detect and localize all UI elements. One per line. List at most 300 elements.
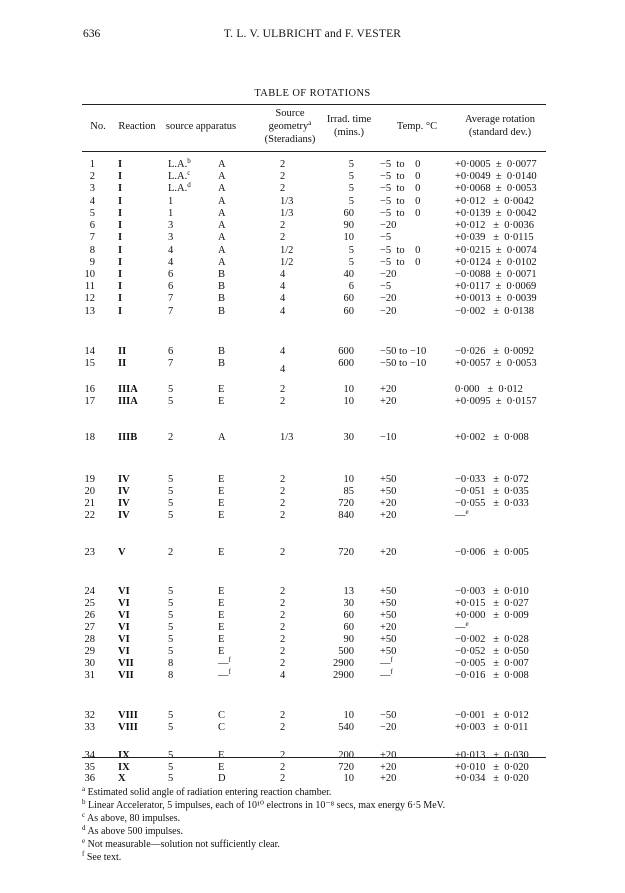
cell-no: 21 [84,498,95,509]
cell-reaction: VII [118,670,134,681]
cell-no: 32 [84,710,95,721]
cell-rot: −0·026 ± 0·0092 [455,346,535,357]
cell-app: E [218,646,225,657]
footnote-mark: c [82,811,86,819]
geometry-footnote-mark: a [308,119,312,127]
cell-footnote-mark: e [465,508,469,516]
cell-reaction: IV [118,498,130,509]
cell-reaction: I [118,220,123,231]
cell-temp: −50 [380,710,397,721]
cell-temp: +20 [380,762,397,773]
cell-reaction: X [118,773,126,784]
cell-irrad: 30 [343,598,354,609]
cell-app: A [218,159,226,170]
cell-temp: —$^f$ [380,668,393,681]
cell-app: A [218,432,226,443]
cell-app: E [218,634,225,645]
cell-source: 5 [168,510,174,521]
cell-no: 17 [84,396,95,407]
cell-geom: 2 [280,159,286,170]
table-top-rule [82,104,546,105]
cell-source: 5 [168,722,174,733]
cell-reaction: IV [118,510,130,521]
footnote-mark: f [82,850,85,858]
cell-irrad: 30 [343,432,354,443]
cell-geom: 1/3 [280,432,294,443]
running-header [0,28,625,48]
cell-temp: +20 [380,510,397,521]
cell-geom: 2 [280,498,286,509]
cell-irrad: 60 [343,622,354,633]
cell-temp: −5 to 0 [380,171,421,182]
cell-source: 8 [168,658,174,669]
cell-reaction: VI [118,646,130,657]
cell-source: 1 [168,208,174,219]
cell-irrad: 2900 [333,670,354,681]
cell-source: 6 [168,269,174,280]
cell-rot: −0·006 ± 0·005 [455,547,529,558]
cell-app: B [218,346,226,357]
col-header-no: No. [90,121,106,132]
cell-temp: −5 to 0 [380,183,421,194]
cell-source: 5 [168,598,174,609]
cell-app: A [218,196,226,207]
cell-geom: 1/2 [280,257,294,268]
cell-app: B [218,358,226,369]
cell-rot: +0·013 ± 0·030 [455,750,529,761]
cell-reaction: I [118,306,123,317]
cell-no: 31 [84,670,95,681]
cell-reaction: I [118,269,123,280]
cell-no: 3 [89,183,95,194]
cell-source: 3 [168,232,174,243]
cell-no: 25 [84,598,95,609]
cell-reaction: IIIA [118,396,138,407]
cell-temp: +20 [380,498,397,509]
cell-reaction: I [118,183,123,194]
cell-source: L.A.$^d$ [168,181,191,194]
cell-reaction: IX [118,762,130,773]
footnote-text: Not measurable—solution not sufficiently clear. [85,839,280,850]
cell-rot: −0·055 ± 0·033 [455,498,529,509]
col-header-temp: Temp. °C [396,121,438,132]
col-header-source-apparatus: source apparatus [165,121,237,132]
cell-geom: 1/2 [280,245,294,256]
cell-rot: +0·0095 ± 0·0157 [455,396,537,407]
cell-geom: 2 [280,396,286,407]
cell-rot: —$^e$ [455,620,469,633]
running-title: T. L. V. ULBRICHT and F. VESTER [223,28,402,40]
cell-footnote-mark: b [187,157,191,165]
cell-temp: +20 [380,396,397,407]
cell-reaction: VI [118,634,130,645]
cell-geom: 2 [280,610,286,621]
cell-temp: +20 [380,384,397,395]
cell-irrad: 10 [343,474,354,485]
cell-geom: 2 [280,634,286,645]
cell-geom: 2 [280,586,286,597]
cell-rot: −0·001 ± 0·012 [455,710,529,721]
cell-source: 5 [168,396,174,407]
cell-irrad: 5 [348,159,354,170]
table-bottom-rule [82,757,546,758]
cell-app: E [218,598,225,609]
cell-irrad: 720 [338,547,354,558]
cell-geom: 2 [280,220,286,231]
cell-app: E [218,486,225,497]
cell-no: 15 [84,358,95,369]
cell-geom: 2 [280,750,286,761]
cell-no: 35 [84,762,95,773]
cell-reaction: V [118,547,126,558]
cell-rot: −0·002 ± 0·028 [455,634,529,645]
cell-geom: 1/3 [280,208,294,219]
footnote [82,786,552,799]
cell-temp: −5 to 0 [380,208,421,219]
cell-rot: +0·0215 ± 0·0074 [455,245,537,256]
cell-rot: +0·003 ± 0·011 [455,722,529,733]
footnote-mark: b [82,798,86,806]
cell-reaction: VIII [118,710,138,721]
cell-no: 8 [89,245,95,256]
cell-reaction: I [118,293,123,304]
cell-footnote-mark: e [465,620,469,628]
footnote-text: As above 500 impulses. [85,826,183,837]
cell-source: 5 [168,622,174,633]
cell-rot: +0·012 ± 0·0042 [455,196,535,207]
cell-rot: −0·051 ± 0·035 [455,486,529,497]
cell-irrad: 13 [343,586,354,597]
cell-geom: 2 [280,183,286,194]
cell-temp: +50 [380,598,397,609]
cell-irrad: 500 [338,646,354,657]
cell-reaction: I [118,257,123,268]
cell-temp: −20 [380,722,397,733]
cell-rot: +0·0117 ± 0·0069 [455,281,537,292]
cell-app: E [218,610,225,621]
cell-source: 5 [168,634,174,645]
cell-no: 16 [84,384,95,395]
cell-source: 5 [168,498,174,509]
cell-geom: 2 [280,710,286,721]
cell-irrad: 5 [348,257,354,268]
footnote [82,825,552,838]
cell-rot: +0·0005 ± 0·0077 [455,159,537,170]
cell-geom: 2 [280,474,286,485]
col-header-avg-l1: Average rotation [464,114,536,125]
cell-app: E [218,474,225,485]
cell-geom: 2 [280,773,286,784]
cell-geom: 2 [280,384,286,395]
geometry-word: geometry [268,121,309,132]
cell-source: 5 [168,586,174,597]
cell-no: 20 [84,486,95,497]
footnote [82,812,552,825]
cell-reaction: II [118,358,127,369]
cell-reaction: VII [118,658,134,669]
col-header-reaction: Reaction [118,121,156,132]
cell-temp: −5 to 0 [380,245,421,256]
cell-no: 34 [84,750,95,761]
cell-temp: +20 [380,750,397,761]
cell-no: 28 [84,634,95,645]
cell-temp: −5 to 0 [380,257,421,268]
cell-no: 6 [89,220,95,231]
footnote [82,851,552,864]
cell-geom: 4 [280,269,286,280]
cell-source: 6 [168,346,174,357]
cell-rot: +0·0139 ± 0·0042 [455,208,537,219]
cell-footnote-mark: f [228,656,231,664]
cell-source: 4 [168,257,174,268]
col-header-avg-l2: (standard dev.) [468,127,532,138]
cell-source: 7 [168,306,174,317]
cell-no: 2 [89,171,95,182]
cell-irrad: 5 [348,245,354,256]
cell-geom: 2 [280,762,286,773]
cell-no: 19 [84,474,95,485]
cell-no: 18 [84,432,95,443]
cell-rot: +0·000 ± 0·009 [455,610,529,621]
cell-temp: +50 [380,586,397,597]
footnote-mark: e [82,837,86,845]
col-header-geometry-l3: (Steradians) [264,134,316,145]
cell-reaction: IIIA [118,384,138,395]
cell-geom: 2 [280,486,286,497]
cell-temp: −20 [380,293,397,304]
cell-app: A [218,232,226,243]
cell-rot: +0·015 ± 0·027 [455,598,529,609]
cell-footnote-mark: d [187,181,191,189]
cell-no: 4 [89,196,95,207]
cell-app: A [218,245,226,256]
cell-source: 5 [168,486,174,497]
cell-reaction: I [118,171,123,182]
cell-source: 3 [168,220,174,231]
cell-source: 5 [168,474,174,485]
cell-irrad: 5 [348,183,354,194]
cell-app: A [218,208,226,219]
cell-reaction: IIIB [118,432,138,443]
cell-rot: +0·0057 ± 0·0053 [455,358,537,369]
cell-temp: −20 [380,306,397,317]
cell-app: B [218,269,226,280]
cell-temp: −20 [380,269,397,280]
cell-reaction: IV [118,474,130,485]
cell-reaction: I [118,281,123,292]
cell-irrad: 600 [338,358,354,369]
cell-irrad: 60 [343,306,354,317]
cell-source: 7 [168,293,174,304]
cell-reaction: IV [118,486,130,497]
cell-irrad: 5 [348,171,354,182]
cell-temp: +20 [380,622,397,633]
cell-no: 10 [84,269,95,280]
cell-temp: +20 [380,773,397,784]
cell-geom: 2 [280,510,286,521]
cell-irrad: 540 [338,722,354,733]
cell-temp: +50 [380,646,397,657]
cell-app: B [218,281,226,292]
cell-no: 1 [89,159,95,170]
footnote-mark: d [82,824,86,832]
table-title: TABLE OF ROTATIONS [254,88,371,99]
cell-footnote-mark: f [390,656,393,664]
cell-source: 2 [168,547,174,558]
cell-reaction: I [118,232,123,243]
footnote-text: Linear Accelerator, 5 impulses, each of 10¹⁰ electrons in 10⁻⁸ secs, max energy 6·5 MeV. [85,800,446,811]
cell-app: —$^f$ [218,668,231,681]
cell-app: E [218,750,225,761]
cell-rot: +0·039 ± 0·0115 [455,232,534,243]
cell-app: E [218,547,225,558]
table-header-rule [82,151,546,152]
cell-irrad: 85 [343,486,354,497]
cell-reaction: II [118,346,127,357]
cell-irrad: 5 [348,196,354,207]
cell-app: A [218,257,226,268]
cell-source: 5 [168,773,174,784]
cell-rot: —$^e$ [455,508,469,521]
cell-reaction: VI [118,610,130,621]
cell-rot: −0·033 ± 0·072 [455,474,529,485]
cell-irrad: 60 [343,293,354,304]
cell-app: A [218,183,226,194]
cell-irrad: 2900 [333,658,354,669]
cell-irrad: 10 [343,232,354,243]
page-number: 636 [83,28,101,40]
cell-rot: +0·010 ± 0·020 [455,762,529,773]
cell-footnote-mark: f [228,668,231,676]
cell-temp: −20 [380,220,397,231]
cell-rot: −0·003 ± 0·010 [455,586,529,597]
cell-no: 14 [84,346,95,357]
cell-no: 5 [89,208,95,219]
footnote [82,799,552,812]
cell-geom: 2 [280,658,286,669]
cell-rot: 0·000 ± 0·012 [455,384,523,395]
cell-irrad: 6 [348,281,354,292]
cell-app: C [218,722,226,733]
cell-irrad: 60 [343,208,354,219]
cell-temp: +50 [380,634,397,645]
cell-geom: 4 [280,670,286,681]
cell-reaction: I [118,208,123,219]
cell-rot: −0·052 ± 0·050 [455,646,529,657]
cell-app: A [218,171,226,182]
col-header-irrad-l1: Irrad. time [326,114,372,125]
cell-no: 23 [84,547,95,558]
cell-no: 33 [84,722,95,733]
cell-source: 4 [168,245,174,256]
cell-irrad: 40 [343,269,354,280]
cell-temp: −50 to −10 [380,358,427,369]
cell-no: 9 [89,257,95,268]
cell-no: 24 [84,586,95,597]
footnote-text: As above, 80 impulses. [85,813,181,824]
cell-irrad: 200 [338,750,354,761]
cell-footnote-mark: f [390,668,393,676]
cell-rot: +0·012 ± 0·0036 [455,220,535,231]
cell-rot: +0·002 ± 0·008 [455,432,529,443]
cell-reaction: IX [118,750,130,761]
cell-irrad: 10 [343,384,354,395]
cell-app: E [218,396,225,407]
cell-irrad: 60 [343,610,354,621]
cell-rot: −0·002 ± 0·0138 [455,306,535,317]
cell-source: 8 [168,670,174,681]
cell-geom: 4 [280,293,286,304]
cell-reaction: I [118,159,123,170]
cell-irrad: 720 [338,498,354,509]
cell-source: 2 [168,432,174,443]
cell-geom: 2 [280,598,286,609]
footnote-mark: a [82,785,86,793]
cell-temp: −5 to 0 [380,159,421,170]
cell-source: L.A.$^c$ [168,169,191,182]
cell-app: E [218,586,225,597]
cell-app: B [218,306,226,317]
cell-irrad: 10 [343,710,354,721]
cell-reaction: VI [118,598,130,609]
cell-reaction: I [118,245,123,256]
cell-app: C [218,710,226,721]
cell-source: 1 [168,196,174,207]
cell-geom: 4 [280,364,286,375]
cell-no: 22 [84,510,95,521]
cell-irrad: 600 [338,346,354,357]
cell-rot: +0·0068 ± 0·0053 [455,183,537,194]
cell-no: 7 [89,232,95,243]
cell-temp: −5 [380,232,392,243]
cell-source: L.A.$^b$ [168,157,191,170]
cell-irrad: 840 [338,510,354,521]
cell-app: A [218,220,226,231]
cell-temp: +20 [380,547,397,558]
col-header-geometry-l1: Source [275,108,305,119]
cell-geom: 2 [280,547,286,558]
cell-rot: −0·0088 ± 0·0071 [455,269,537,280]
cell-app: —$^f$ [218,656,231,669]
cell-geom: 4 [280,281,286,292]
cell-source: 5 [168,710,174,721]
cell-geom: 2 [280,722,286,733]
cell-no: 27 [84,622,95,633]
cell-app: E [218,384,225,395]
cell-rot: +0·0013 ± 0·0039 [455,293,537,304]
cell-source: 6 [168,281,174,292]
cell-reaction: VI [118,622,130,633]
cell-temp: +50 [380,610,397,621]
col-header-irrad-l2: (mins.) [333,127,365,138]
cell-app: E [218,498,225,509]
cell-rot: −0·016 ± 0·008 [455,670,529,681]
cell-temp: +50 [380,486,397,497]
cell-geom: 4 [280,306,286,317]
cell-temp: −50 to −10 [380,346,427,357]
cell-no: 26 [84,610,95,621]
cell-source: 5 [168,750,174,761]
cell-no: 13 [84,306,95,317]
cell-source: 5 [168,762,174,773]
cell-source: 7 [168,358,174,369]
cell-reaction: I [118,196,123,207]
cell-app: E [218,762,225,773]
cell-rot: +0·0049 ± 0·0140 [455,171,537,182]
cell-geom: 2 [280,622,286,633]
cell-rot: +0·0124 ± 0·0102 [455,257,537,268]
cell-irrad: 90 [343,634,354,645]
